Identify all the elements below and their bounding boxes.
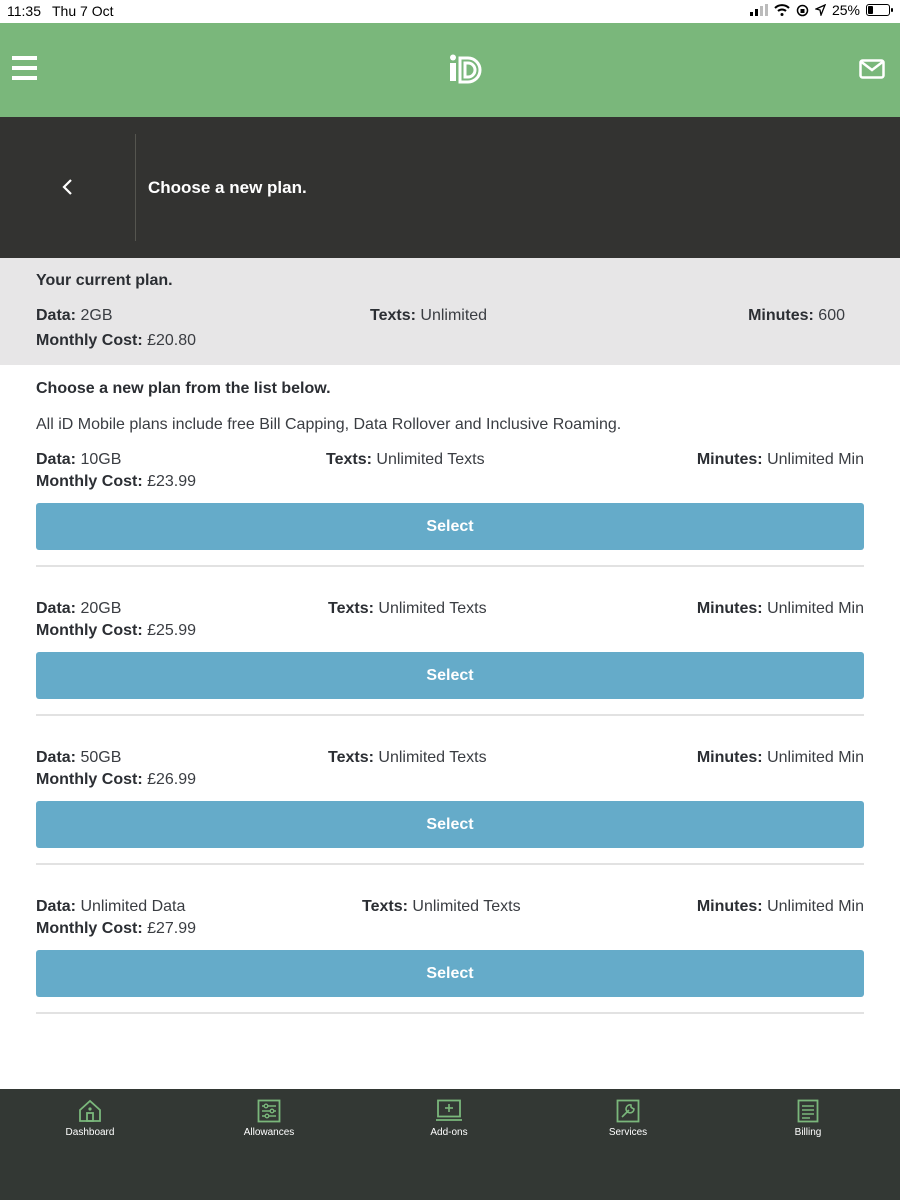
plan-texts-value: Unlimited Texts bbox=[412, 898, 521, 915]
current-texts bbox=[370, 307, 487, 325]
plan-data-value: 50GB bbox=[80, 749, 122, 766]
sliders-icon bbox=[257, 1099, 281, 1123]
mail-icon[interactable] bbox=[859, 59, 885, 79]
plan-minutes bbox=[697, 600, 864, 618]
tab-billing[interactable] bbox=[748, 1099, 868, 1138]
plan-cost-label: Monthly Cost: bbox=[36, 771, 143, 788]
tab-label: Allowances bbox=[243, 1127, 295, 1138]
current-texts-label: Texts: bbox=[370, 307, 416, 324]
tab-label: Billing bbox=[794, 1127, 822, 1138]
plan-minutes-value: Unlimited Min bbox=[767, 600, 864, 617]
plan-texts-value: Unlimited Texts bbox=[378, 749, 487, 766]
plan-divider bbox=[36, 565, 864, 567]
id-logo bbox=[448, 54, 492, 86]
plan-cost-label: Monthly Cost: bbox=[36, 473, 143, 490]
tab-allowances[interactable] bbox=[209, 1099, 329, 1138]
tab-services[interactable] bbox=[568, 1099, 688, 1138]
signal-icon bbox=[750, 4, 768, 16]
plan-divider bbox=[36, 1012, 864, 1014]
plan-texts-value: Unlimited Texts bbox=[376, 451, 485, 468]
title-divider bbox=[135, 134, 136, 241]
plan-texts bbox=[328, 600, 487, 618]
battery-icon bbox=[866, 4, 890, 16]
plan-list-heading: Choose a new plan from the list below. bbox=[36, 380, 331, 397]
current-plan-panel bbox=[0, 258, 900, 365]
plan-card bbox=[36, 749, 864, 898]
plan-minutes-value: Unlimited Min bbox=[767, 898, 864, 915]
plan-list-note: All iD Mobile plans include free Bill Capping, Data Rollover and Inclusive Roaming. bbox=[36, 416, 622, 433]
plan-minutes-label: Minutes: bbox=[696, 451, 763, 468]
plan-card bbox=[36, 600, 864, 749]
plan-texts-label: Texts: bbox=[362, 898, 408, 915]
page-title: Choose a new plan. bbox=[148, 178, 307, 197]
current-cost bbox=[36, 332, 196, 350]
plan-card bbox=[36, 451, 864, 600]
current-data-label: Data: bbox=[36, 307, 77, 324]
current-cost-value: £20.80 bbox=[147, 332, 197, 349]
plan-minutes-label: Minutes: bbox=[696, 898, 763, 915]
current-data-value: 2GB bbox=[80, 307, 113, 324]
plan-data bbox=[36, 451, 121, 469]
wrench-icon bbox=[616, 1099, 640, 1123]
title-bar bbox=[0, 117, 900, 258]
plan-data-value: Unlimited Data bbox=[80, 898, 186, 915]
plan-data bbox=[36, 749, 121, 767]
app-header bbox=[0, 23, 900, 117]
plan-cost bbox=[36, 622, 196, 640]
plan-cost bbox=[36, 920, 196, 938]
add-on-icon bbox=[436, 1099, 462, 1123]
current-cost-label: Monthly Cost: bbox=[36, 332, 143, 349]
plan-divider bbox=[36, 863, 864, 865]
home-icon bbox=[78, 1099, 102, 1123]
current-minutes bbox=[748, 307, 845, 325]
status-time: 11:35 bbox=[7, 3, 41, 19]
plan-texts-label: Texts: bbox=[326, 451, 372, 468]
tab-dashboard[interactable] bbox=[30, 1099, 150, 1138]
select-plan-button[interactable]: Select bbox=[36, 503, 864, 550]
current-minutes-label: Minutes: bbox=[748, 307, 814, 324]
plan-minutes-value: Unlimited Min bbox=[767, 749, 864, 766]
plan-minutes-value: Unlimited Min bbox=[767, 451, 864, 468]
plan-data-value: 10GB bbox=[80, 451, 122, 468]
select-plan-button[interactable]: Select bbox=[36, 950, 864, 997]
status-date: Thu 7 Oct bbox=[52, 3, 114, 19]
plan-minutes-label: Minutes: bbox=[696, 600, 763, 617]
plan-texts bbox=[362, 898, 521, 916]
chevron-left-icon[interactable] bbox=[52, 172, 82, 202]
plan-cost-value: £25.99 bbox=[147, 622, 197, 639]
status-bar bbox=[0, 0, 900, 23]
plan-cost bbox=[36, 473, 196, 491]
plan-data bbox=[36, 898, 185, 916]
plan-cost-label: Monthly Cost: bbox=[36, 622, 143, 639]
battery-percent: 25% bbox=[831, 2, 860, 18]
plan-texts-value: Unlimited Texts bbox=[378, 600, 487, 617]
location-icon bbox=[815, 4, 826, 16]
tab-label: Services bbox=[608, 1127, 648, 1138]
plan-cost-value: £27.99 bbox=[147, 920, 197, 937]
plan-minutes bbox=[697, 898, 864, 916]
plan-cost bbox=[36, 771, 196, 789]
tab-bar bbox=[0, 1089, 900, 1200]
plan-cost-label: Monthly Cost: bbox=[36, 920, 143, 937]
current-data bbox=[36, 307, 112, 325]
plan-data-label: Data: bbox=[36, 600, 77, 617]
plan-cost-value: £26.99 bbox=[147, 771, 197, 788]
select-plan-button[interactable]: Select bbox=[36, 652, 864, 699]
tab-label: Add-ons bbox=[430, 1127, 468, 1138]
plan-texts-label: Texts: bbox=[328, 600, 374, 617]
plan-minutes bbox=[697, 451, 864, 469]
tab-label: Dashboard bbox=[65, 1127, 115, 1138]
bill-icon bbox=[796, 1099, 820, 1123]
select-plan-button[interactable]: Select bbox=[36, 801, 864, 848]
plan-divider bbox=[36, 714, 864, 716]
plan-data-value: 20GB bbox=[80, 600, 122, 617]
plan-card bbox=[36, 898, 864, 1047]
plan-texts bbox=[326, 451, 485, 469]
orientation-lock-icon bbox=[796, 4, 809, 17]
status-icons bbox=[750, 2, 890, 18]
tab-add-ons[interactable] bbox=[389, 1099, 509, 1138]
plan-data-label: Data: bbox=[36, 749, 77, 766]
wifi-icon bbox=[774, 4, 790, 16]
plan-data-label: Data: bbox=[36, 451, 77, 468]
plan-texts bbox=[328, 749, 487, 767]
plan-minutes-label: Minutes: bbox=[696, 749, 763, 766]
plan-texts-label: Texts: bbox=[328, 749, 374, 766]
current-minutes-value: 600 bbox=[818, 307, 845, 324]
plan-data bbox=[36, 600, 121, 618]
current-plan-heading: Your current plan. bbox=[36, 272, 173, 289]
plan-cost-value: £23.99 bbox=[147, 473, 197, 490]
plan-data-label: Data: bbox=[36, 898, 77, 915]
plan-minutes bbox=[697, 749, 864, 767]
hamburger-icon[interactable] bbox=[12, 56, 37, 80]
current-texts-value: Unlimited bbox=[420, 307, 488, 324]
